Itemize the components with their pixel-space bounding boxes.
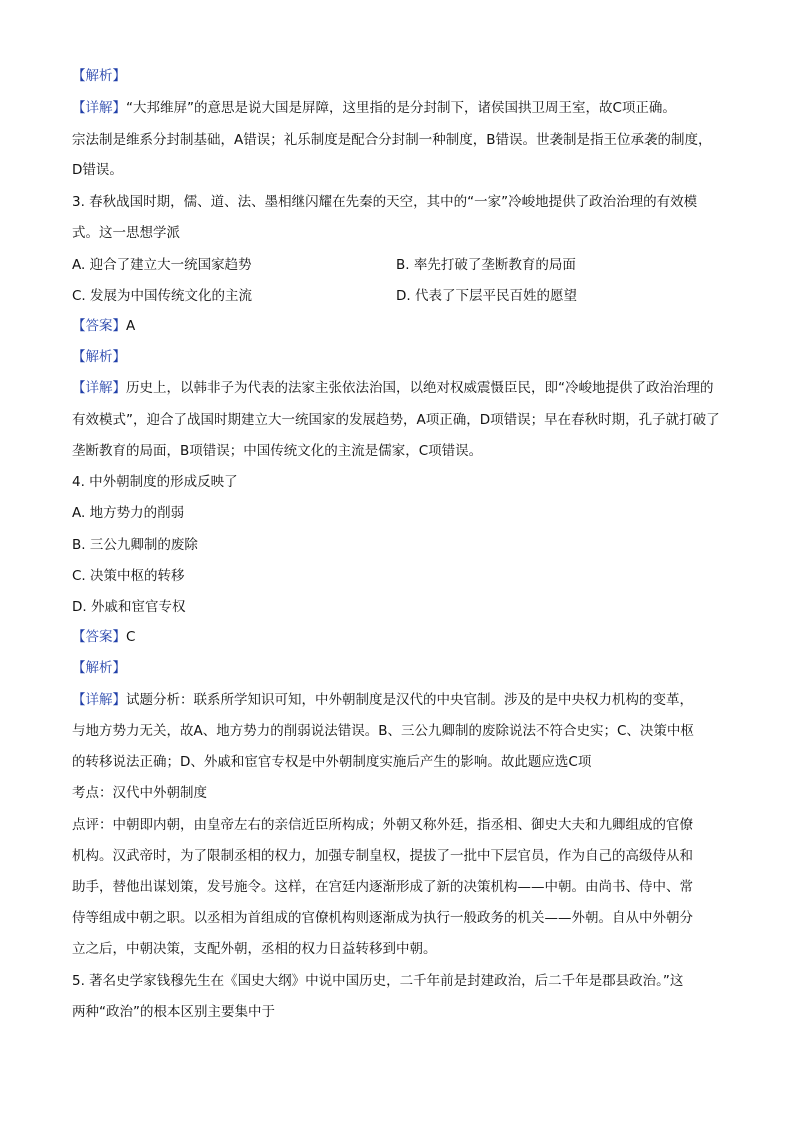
answer-tag: 【答案】 — [72, 629, 126, 645]
answer-line — [72, 627, 724, 647]
option-c — [72, 286, 392, 306]
option-a — [72, 255, 392, 275]
question-text: 4. 中外朝制度的形成反映了 — [72, 474, 238, 490]
option-b — [72, 535, 724, 555]
option-text: A. 地方势力的削弱 — [72, 505, 185, 521]
question-stem — [72, 223, 724, 243]
detail-line — [72, 130, 724, 150]
dianping-text: 机构。汉武帝时，为了限制丞相的权力，加强专制皇权，提拔了一批中下层官员，作为自己的高级侍从和 — [72, 848, 693, 864]
detail-text: 历史上，以韩非子为代表的法家主张依法治国，以绝对权威震慑臣民，即“冷峻地提供了政治治理的 — [126, 380, 714, 396]
question-text: 两种“政治”的根本区别主要集中于 — [72, 1004, 275, 1020]
answer-tag: 【答案】 — [72, 318, 126, 334]
section-label-analysis — [72, 658, 724, 678]
dianping-line — [72, 939, 724, 959]
kaodian-text: 考点：汉代中外朝制度 — [72, 785, 207, 801]
detail-line — [72, 752, 724, 772]
dianping-text: 助手，替他出谋划策，发号施令。这样，在宫廷内逐渐形成了新的决策机构——中朝。由尚书、侍中、常 — [72, 879, 693, 895]
detail-text: 的转移说法正确；D、外戚和宦官专权是中外朝制度实施后产生的影响。故此题应选C项 — [72, 754, 592, 770]
kaodian-line — [72, 783, 724, 803]
option-text: D. 外戚和宦官专权 — [72, 599, 186, 615]
option-text: B. 三公九卿制的废除 — [72, 537, 198, 553]
detail-text: 有效模式”，迎合了战国时期建立大一统国家的发展趋势，A项正确，D项错误；早在春秋时期，孔子就打破了 — [72, 412, 720, 428]
question-stem — [72, 1002, 724, 1022]
option-text: C. 发展为中国传统文化的主流 — [72, 288, 253, 304]
detail-text: 宗法制是维系分封制基础，A错误；礼乐制度是配合分封制一种制度，B错误。世袭制是指王位承袭的制度， — [72, 132, 712, 148]
detail-text: 垄断教育的局面，B项错误；中国传统文化的主流是儒家，C项错误。 — [72, 443, 483, 459]
answer-value: A — [126, 318, 136, 334]
detail-line — [72, 378, 724, 398]
analysis-tag: 【解析】 — [72, 660, 126, 676]
detail-text: D错误。 — [72, 162, 123, 178]
section-label-analysis — [72, 347, 724, 367]
dianping-text: 点评：中朝即内朝，由皇帝左右的亲信近臣所构成；外朝又称外廷，指丞相、御史大夫和九卿组成的官僚 — [72, 817, 693, 833]
question-stem — [72, 971, 724, 991]
analysis-tag: 【解析】 — [72, 68, 126, 84]
detail-line — [72, 441, 724, 461]
option-d — [396, 286, 726, 306]
detail-text: 与地方势力无关，故A、地方势力的削弱说法错误。B、三公九卿制的废除说法不符合史实；C、决策中枢 — [72, 723, 694, 739]
option-text: C. 决策中枢的转移 — [72, 568, 185, 584]
dianping-line — [72, 908, 724, 928]
detail-text: “大邦维屏”的意思是说大国是屏障，这里指的是分封制下，诸侯国拱卫周王室，故C项正确。 — [126, 100, 676, 116]
question-text: 3. 春秋战国时期，儒、道、法、墨相继闪耀在先秦的天空，其中的“一家”冷峻地提供了政治治理的有效模 — [72, 194, 698, 210]
dianping-line — [72, 846, 724, 866]
option-text: A. 迎合了建立大一统国家趋势 — [72, 257, 252, 273]
answer-line — [72, 316, 724, 336]
option-a — [72, 503, 724, 523]
question-stem — [72, 472, 724, 492]
question-stem — [72, 192, 724, 212]
detail-line — [72, 721, 724, 741]
dianping-text: 侍等组成中朝之职。以丞相为首组成的官僚机构则逐渐成为执行一般政务的机关——外朝。自从中外朝分 — [72, 910, 693, 926]
section-label-analysis — [72, 66, 724, 86]
option-text: B. 率先打破了垄断教育的局面 — [396, 257, 576, 273]
detail-line — [72, 160, 724, 180]
option-c — [72, 566, 724, 586]
detail-tag: 【详解】 — [72, 380, 126, 396]
detail-line — [72, 690, 724, 710]
dianping-line — [72, 877, 724, 897]
detail-text: 试题分析：联系所学知识可知，中外朝制度是汉代的中央官制。涉及的是中央权力机构的变革， — [126, 692, 693, 708]
question-text: 5. 著名史学家钱穆先生在《国史大纲》中说中国历史，二千年前是封建政治，后二千年是郡县政治。”这 — [72, 973, 684, 989]
dianping-text: 立之后，中朝决策，支配外朝，丞相的权力日益转移到中朝。 — [72, 941, 437, 957]
detail-tag: 【详解】 — [72, 692, 126, 708]
analysis-tag: 【解析】 — [72, 349, 126, 365]
answer-value: C — [126, 629, 136, 645]
detail-line — [72, 98, 724, 118]
detail-tag: 【详解】 — [72, 100, 126, 116]
dianping-line — [72, 815, 724, 835]
option-text: D. 代表了下层平民百姓的愿望 — [396, 288, 577, 304]
option-b — [396, 255, 726, 275]
option-d — [72, 597, 724, 617]
detail-line — [72, 410, 724, 430]
question-text: 式。这一思想学派 — [72, 225, 180, 241]
